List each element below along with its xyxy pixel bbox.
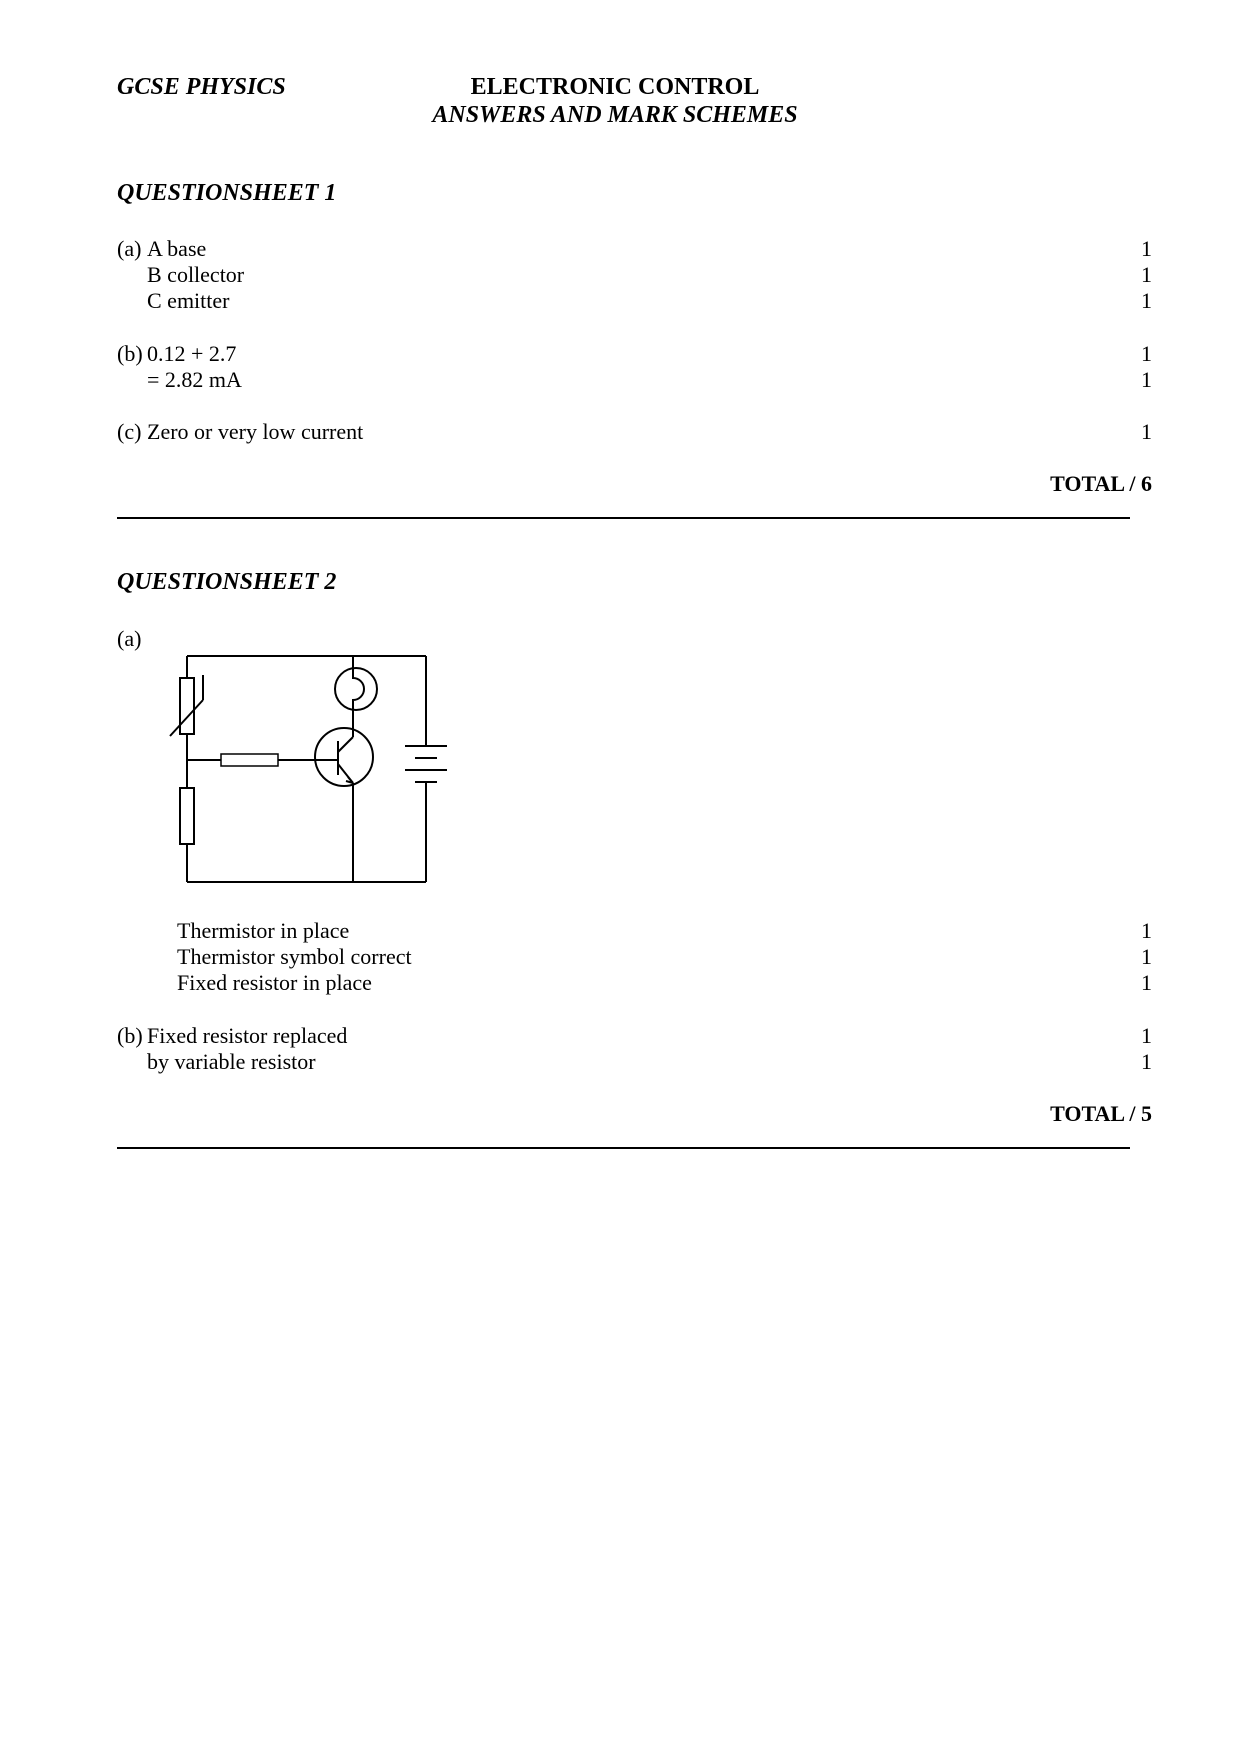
fixed-resistor-symbol	[180, 788, 194, 844]
mark: 1	[1141, 1023, 1152, 1048]
mark: 1	[1141, 944, 1152, 969]
q1-total: TOTAL / 6	[1050, 471, 1152, 496]
mark: 1	[1141, 262, 1152, 287]
q1-a-line: C emitter	[147, 288, 230, 313]
q1-c-line: Zero or very low current	[147, 419, 364, 444]
base-resistor-symbol	[221, 754, 278, 766]
mark: 1	[1141, 419, 1152, 444]
q2-part-a-label: (a)	[117, 626, 142, 651]
q1-a-line: A base	[147, 236, 207, 261]
battery-symbol	[405, 746, 447, 782]
q2-a-line: Thermistor in place	[177, 918, 350, 943]
mark: 1	[1141, 1049, 1152, 1074]
q1-part-c-label: (c)	[117, 419, 142, 444]
transistor-symbol	[315, 728, 373, 786]
subject-heading: GCSE PHYSICS	[117, 74, 286, 100]
thermistor-symbol	[170, 675, 203, 736]
lamp-symbol	[335, 668, 377, 710]
mark: 1	[1141, 918, 1152, 943]
mark: 1	[1141, 288, 1152, 313]
q1-b-line: = 2.82 mA	[147, 367, 242, 392]
q2-a-line: Thermistor symbol correct	[177, 944, 412, 969]
q1-part-b-label: (b)	[117, 341, 143, 366]
questionsheet-2-title: QUESTIONSHEET 2	[117, 569, 337, 595]
mark: 1	[1141, 236, 1152, 261]
mark: 1	[1141, 341, 1152, 366]
q2-part-b-label: (b)	[117, 1023, 143, 1048]
mark: 1	[1141, 367, 1152, 392]
topic-title: ELECTRONIC CONTROL	[470, 74, 760, 100]
q2-a-line: Fixed resistor in place	[177, 970, 372, 995]
q2-b-line: Fixed resistor replaced	[147, 1023, 348, 1048]
q1-a-line: B collector	[147, 262, 245, 287]
q2-total: TOTAL / 5	[1050, 1101, 1152, 1126]
mark: 1	[1141, 970, 1152, 995]
q2-b-line: by variable resistor	[147, 1049, 316, 1074]
q1-b-line: 0.12 + 2.7	[147, 341, 237, 366]
topic-subtitle: ANSWERS AND MARK SCHEMES	[432, 102, 798, 128]
section-divider	[117, 1147, 1130, 1149]
q1-part-a-label: (a)	[117, 236, 142, 261]
questionsheet-1-title: QUESTIONSHEET 1	[117, 180, 337, 206]
